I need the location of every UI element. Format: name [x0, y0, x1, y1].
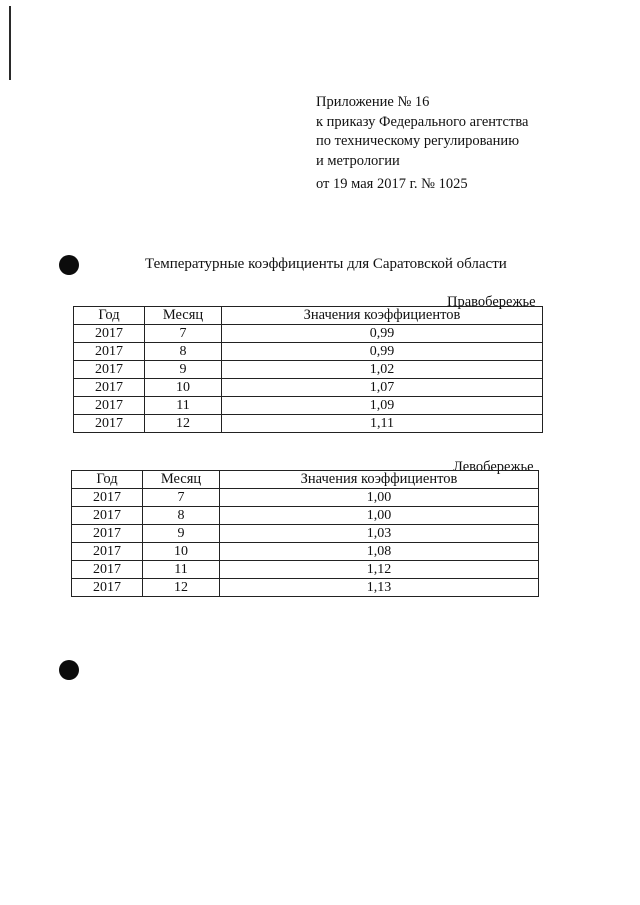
appendix-agency-line: по техническому регулированию	[316, 133, 520, 149]
appendix-date: от 19 мая 2017 г. № 1025	[316, 176, 468, 192]
table-row	[72, 543, 539, 561]
header-month: Месяц	[145, 307, 222, 325]
table-row	[72, 507, 539, 525]
cell-month: 7	[143, 489, 220, 507]
cell-year: 2017	[72, 579, 143, 597]
cell-month: 8	[145, 343, 222, 361]
table-row	[74, 379, 543, 397]
cell-value: 1,02	[222, 361, 543, 379]
cell-month: 7	[145, 325, 222, 343]
punch-hole-bottom	[59, 660, 79, 680]
table-header-row	[74, 307, 543, 325]
table-row	[74, 397, 543, 415]
table-row	[74, 415, 543, 433]
cell-month: 11	[143, 561, 220, 579]
cell-value: 1,12	[220, 561, 539, 579]
cell-year: 2017	[74, 361, 145, 379]
table-header-row	[72, 471, 539, 489]
cell-year: 2017	[72, 525, 143, 543]
cell-month: 8	[143, 507, 220, 525]
cell-value: 1,11	[222, 415, 543, 433]
table-row	[72, 579, 539, 597]
table-row	[74, 325, 543, 343]
scan-edge-mark	[9, 6, 11, 80]
header-year: Год	[74, 307, 145, 325]
cell-year: 2017	[74, 343, 145, 361]
table-row	[74, 361, 543, 379]
header-value: Значения коэффициентов	[222, 307, 543, 325]
cell-value: 0,99	[222, 325, 543, 343]
cell-year: 2017	[72, 489, 143, 507]
coefficients-table-left-bank	[71, 470, 539, 597]
cell-month: 12	[143, 579, 220, 597]
cell-value: 1,03	[220, 525, 539, 543]
cell-year: 2017	[74, 397, 145, 415]
cell-value: 1,09	[222, 397, 543, 415]
cell-year: 2017	[74, 379, 145, 397]
cell-value: 1,00	[220, 489, 539, 507]
cell-month: 9	[143, 525, 220, 543]
cell-value: 1,08	[220, 543, 539, 561]
appendix-number: Приложение № 16	[316, 94, 430, 110]
cell-year: 2017	[72, 543, 143, 561]
table-row	[74, 343, 543, 361]
header-value: Значения коэффициентов	[220, 471, 539, 489]
cell-month: 12	[145, 415, 222, 433]
punch-hole-top	[59, 255, 79, 275]
appendix-agency-line-2: и метрологии	[316, 152, 400, 169]
appendix-order-line: к приказу Федерального агентства	[316, 113, 529, 130]
coefficients-table-right-bank	[73, 306, 543, 433]
cell-value: 0,99	[222, 343, 543, 361]
cell-month: 10	[145, 379, 222, 397]
table-row	[72, 489, 539, 507]
cell-year: 2017	[72, 507, 143, 525]
region-label-left-bank: Левобережье	[453, 459, 534, 475]
table-row	[72, 525, 539, 543]
cell-value: 1,13	[220, 579, 539, 597]
cell-value: 1,07	[222, 379, 543, 397]
cell-month: 11	[145, 397, 222, 415]
document-title: Температурные коэффициенты для Саратовской области	[145, 256, 507, 272]
cell-year: 2017	[74, 325, 145, 343]
cell-value: 1,00	[220, 507, 539, 525]
cell-year: 2017	[72, 561, 143, 579]
cell-year: 2017	[74, 415, 145, 433]
cell-month: 10	[143, 543, 220, 561]
cell-month: 9	[145, 361, 222, 379]
appendix-header	[316, 93, 528, 195]
region-label-right-bank: Правобережье	[447, 294, 536, 310]
header-year: Год	[72, 471, 143, 489]
table-row	[72, 561, 539, 579]
header-month: Месяц	[143, 471, 220, 489]
